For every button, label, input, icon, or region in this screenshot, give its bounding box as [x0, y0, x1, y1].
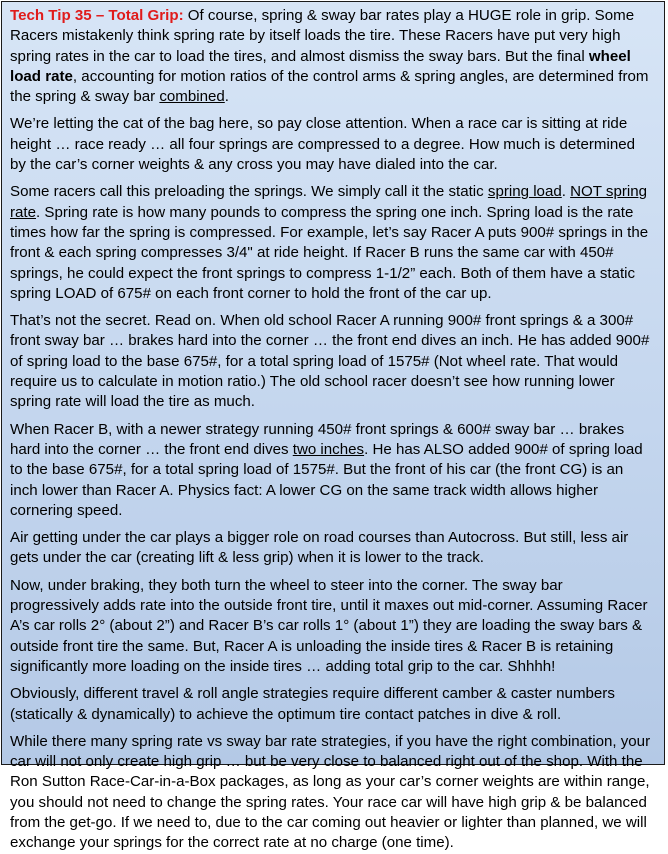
- paragraph-2: We’re letting the cat of the bag here, so pay close attention. When a race car is sitting at ride height … race ready … all four springs are compressed to a degree. How much is determined by the car’s corner weights & any cross you may have dialed into the car.: [10, 115, 636, 174]
- paragraph-6: Air getting under the car plays a bigger role on road courses than Autocross. But still, less air gets under the car (creating lift & less grip) when it is lower to the track.: [10, 529, 629, 567]
- paragraph-8: Obviously, different travel & roll angle strategies require different camber & caster numbers (statically & dynamically) to achieve the optimum tire contact patches in dive & roll.: [10, 685, 615, 723]
- paragraph-5: When Racer B, with a newer strategy running 450# front springs & 600# sway bar … brakes hard into the corner … the front end dives two inches. He has ALSO added 900# of spring load to the base 675#, for a total spring load of 1575#. But the front of his car (the front CG) is an inch lower than Racer A. Physics fact: A lower CG on the same track width allows higher cornering speed.: [10, 420, 643, 519]
- underlined-combined: combined: [159, 88, 225, 106]
- paragraph-3: Some racers call this preloading the springs. We simply call it the static spring load. NOT spring rate. Spring rate is how many pounds to compress the spring one inch. Spring load is the rate times how far the spring is compressed. For example, let’s say Racer A puts 900# springs in the front & each spring compresses 3/4" at ride height. If Racer B runs the same car with 450# springs, he could expect the front springs to compress 1-1/2” each. Both of them have a static spring LOAD of 675# on each front corner to hold the front of the car up.: [10, 183, 649, 302]
- emphasis-wheel-load-rate: wheel load rate: [10, 47, 631, 85]
- paragraph-4: That’s not the secret. Read on. When old school Racer A running 900# front springs & a 300# front sway bar … brakes hard into the corner … the front end dives an inch. He has added 900# of spring load to the base 675#, for a total spring load of 1575# (Not wheel rate. That would require us to calculate in motion ratio.) The old school racer doesn’t see how running lower spring rate will load the tire as much.: [10, 312, 650, 411]
- paragraph-1: Tech Tip 35 – Total Grip: Of course, spring & sway bar rates play a HUGE role in grip. Some Racers mistakenly think spring rate by itself loads the tire. These Racers have put very high spring rates in the car to load the tires, and almost dismiss the sway bars. But the final wheel load rate, accounting for motion ratios of the control arms & spring angles, are determined from the spring & sway bar combined.: [10, 7, 649, 106]
- paragraph-9: While there many spring rate vs sway bar rate strategies, if you have the right combination, your car will not only create high grip … but be very close to balanced right out of the shop. With the Ron Sutton Race-Car-in-a-Box packages, as long as your car’s corner weights are within range, you should not need to change the spring rates. Your race car will have high grip & be balanced from the get-go. If we need to, due to the car coming out heavier or lighter than planned, we will exchange your springs for the correct rate at no charge (one time).: [10, 732, 651, 852]
- underlined-spring-load: spring load: [487, 183, 562, 201]
- tip-title: Tech Tip 35 – Total Grip:: [10, 7, 184, 24]
- underlined-two-inches: two inches: [292, 440, 365, 458]
- tech-tip-card: [1, 1, 665, 852]
- paragraph-7: Now, under braking, they both turn the wheel to steer into the corner. The sway bar progressively adds rate into the outside front tire, until it maxes out mid-corner. Assuming Racer A’s car rolls 2° (about 2”) and Racer B’s car rolls 1° (about 1”) they are loading the sway bars & outside front tire the same. But, Racer A is unloading the inside tires & Racer B is retaining significantly more loading on the inside tires … adding total grip to the car. Shhhh!: [10, 576, 648, 675]
- underlined-not-spring-rate: NOT spring rate: [10, 183, 648, 221]
